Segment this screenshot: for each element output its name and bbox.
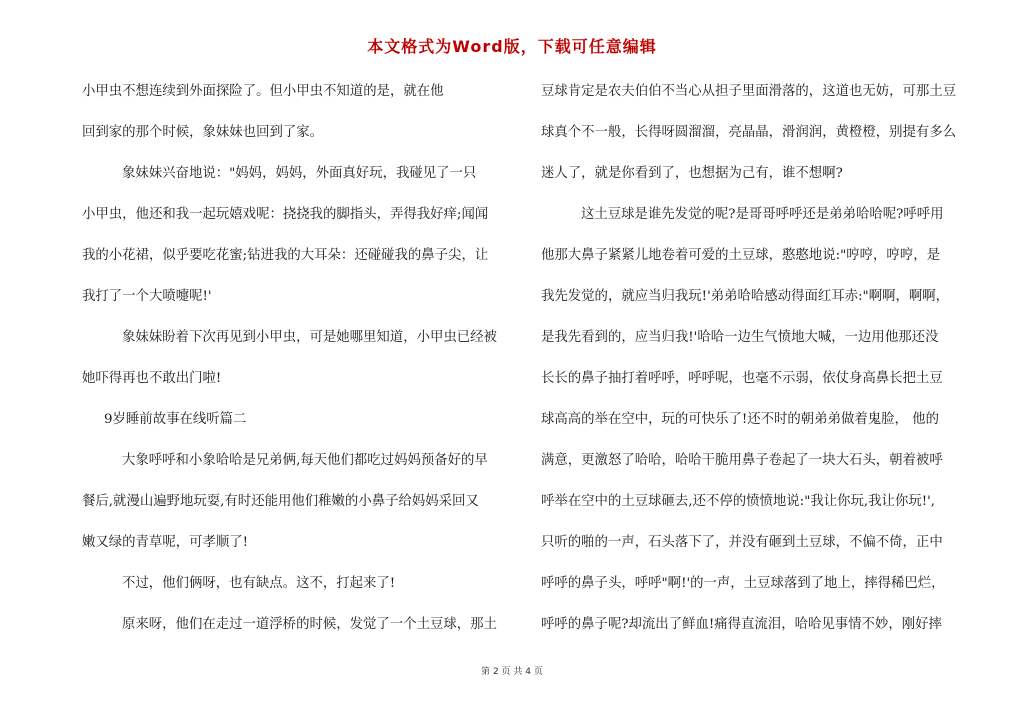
text-line: 餐后,就漫山遍野地玩耍,有时还能用他们稚嫩的小鼻子给妈妈采回又 (82, 494, 479, 509)
text-line: 小甲虫，他还和我一起玩嬉戏呢：挠挠我的脚指头，弄得我好痒;闻闻 (82, 207, 489, 222)
text-line: 不过，他们俩呀，也有缺点。这不，打起来了! (122, 576, 396, 591)
text-line: 豆球肯定是农夫伯伯不当心从担子里面滑落的，这道也无妨，可那土豆 (541, 84, 957, 99)
text-line: 迷人了，就是你看到了，也想据为己有，谁不想啊? (541, 166, 843, 181)
text-line: 只听的啪的一声，石头落下了，并没有砸到土豆球，不偏不倚，正中 (541, 535, 943, 550)
text-line: 呼呼的鼻子头，呼呼"啊!'的一声，土豆球落到了地上，摔得稀巴烂， (541, 576, 945, 591)
page-header-title: 本文格式为Word版，下载可任意编辑 (367, 37, 657, 56)
text-line: 是我先看到的，应当归我!'哈哈一边生气愤地大喊，一边用他那还没 (541, 330, 939, 345)
text-line: 嫩又绿的青草呢，可孝顺了! (82, 535, 249, 550)
text-line: 大象呼呼和小象哈哈是兄弟俩,每天他们都吃过妈妈预备好的早 (122, 453, 488, 468)
text-line: 象妹妹兴奋地说："妈妈，妈妈，外面真好玩，我碰见了一只 (122, 166, 477, 181)
page-number-footer: 第 2 页 共 4 页 (481, 667, 543, 677)
text-line: 球高高的举在空中，玩的可快乐了!还不时的朝弟弟做着鬼脸， 他的 (541, 412, 939, 427)
text-line: 我打了一个大喷嚏呢!' (82, 289, 212, 304)
text-line: 他那大鼻子紧紧儿地卷着可爱的土豆球，憨憨地说:"哼哼，哼哼，是 (541, 248, 940, 263)
text-line: 回到家的那个时候，象妹妹也回到了家。 (82, 125, 324, 140)
section-heading: 9岁睡前故事在线听篇二 (104, 412, 247, 427)
text-line: 长长的鼻子抽打着呼呼，呼呼呢，也毫不示弱，依仗身高鼻长把土豆 (541, 371, 943, 386)
right-text-column (541, 82, 961, 656)
text-line: 象妹妹盼着下次再见到小甲虫，可是她哪里知道，小甲虫已经被 (122, 330, 497, 345)
text-line: 满意，更激怒了哈哈，哈哈干脆用鼻子卷起了一块大石头，朝着被呼 (541, 453, 943, 468)
text-line: 球真个不一般，长得呀圆溜溜，亮晶晶，滑润润，黄橙橙，别提有多么 (541, 125, 957, 140)
text-line: 她吓得再也不敢出门啦! (82, 371, 222, 386)
text-line: 我的小花裙，似乎要吃花蜜;钻进我的大耳朵：还碰碰我的鼻子尖，让 (82, 248, 489, 263)
text-line: 呼呼的鼻子呢?却流出了鲜血!痛得直流泪，哈哈见事情不妙，刚好摔 (541, 617, 942, 632)
text-line: 小甲虫不想连续到外面探险了。但小甲虫不知道的是，就在他 (82, 84, 444, 99)
text-line: 原来呀，他们在走过一道浮桥的时候，发觉了一个土豆球，那土 (122, 617, 497, 632)
left-text-column (82, 82, 502, 656)
text-line: 这土豆球是谁先发觉的呢?是哥哥呼呼还是弟弟哈哈呢?呼呼用 (581, 207, 944, 222)
text-line: 呼举在空中的土豆球砸去,还不停的愤愤地说:"我让你玩,我让你玩!', (541, 494, 936, 509)
text-line: 我先发觉的，就应当归我玩!'弟弟哈哈感动得面红耳赤:"啊啊，啊啊， (541, 289, 950, 304)
